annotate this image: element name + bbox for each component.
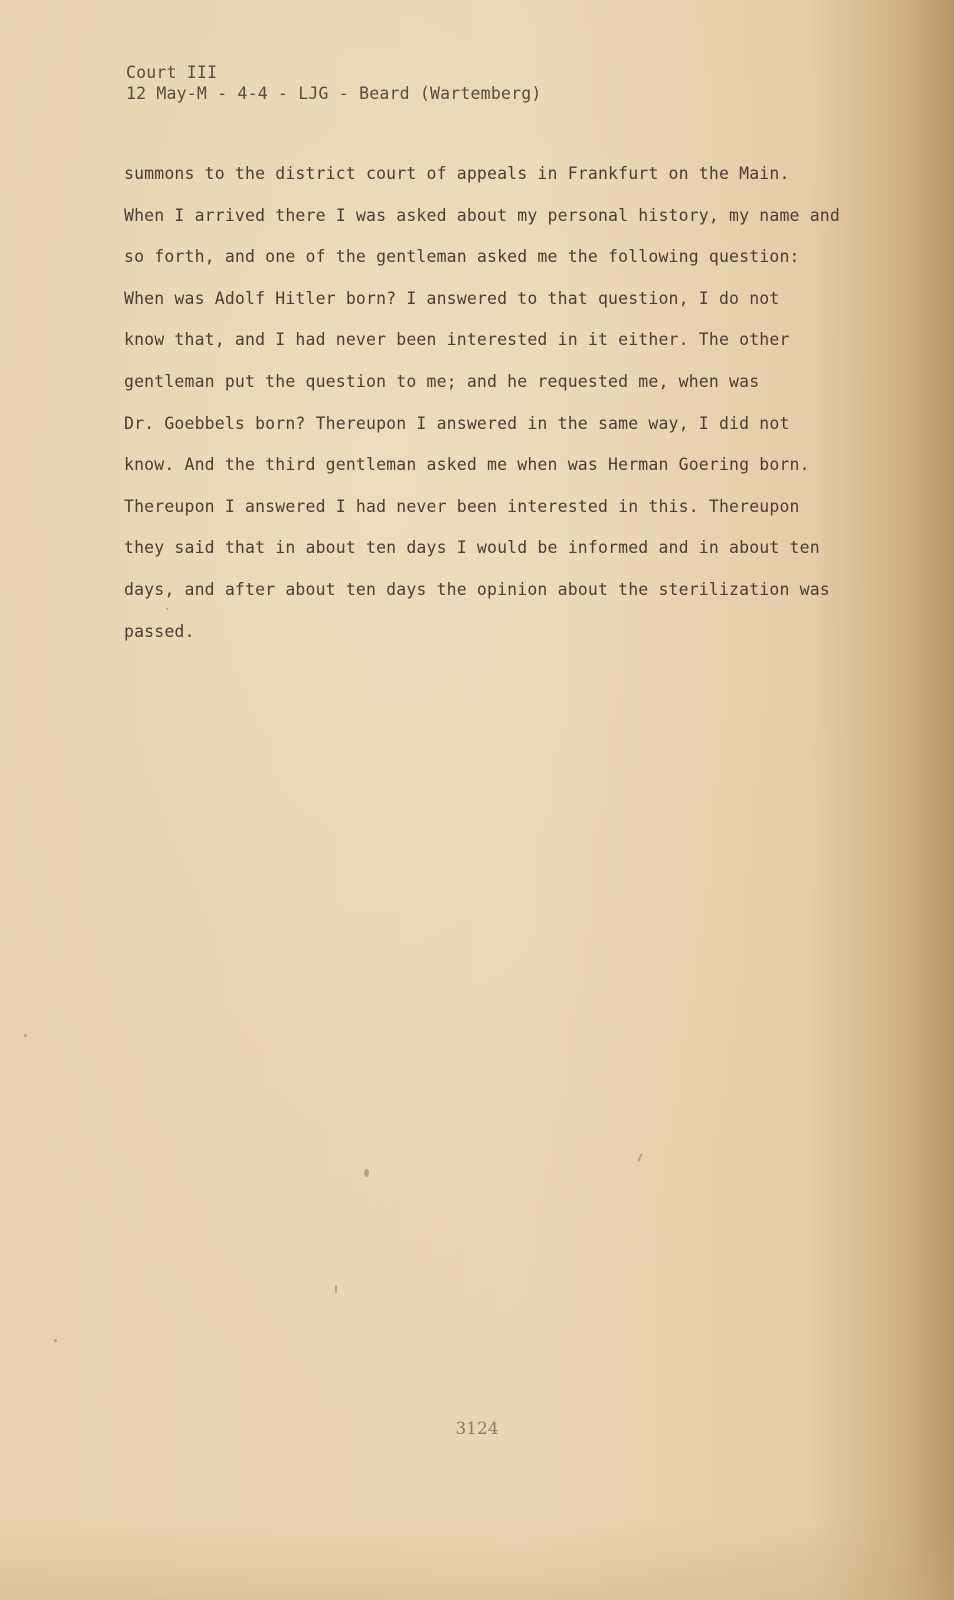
paper-speck [166,608,168,610]
paper-speck [54,1339,57,1342]
paper-speck [24,1034,27,1037]
testimony-text [124,164,884,663]
document-header [126,62,542,104]
text-line: When I arrived there I was asked about my personal history, my name and [124,205,840,225]
court-label: Court III [126,63,218,82]
text-line: know that, and I had never been interested in it either. The other [124,330,790,350]
text-line: When was Adolf Hitler born? I answered to that question, I do not [124,288,780,308]
text-line: so forth, and one of the gentleman asked me the following question: [124,247,800,267]
text-line: passed. [124,621,195,641]
text-line: Thereupon I answered I had never been interested in this. Thereupon [124,496,800,516]
text-line: know. And the third gentleman asked me when was Herman Goering born. [124,455,810,475]
session-reference: 12 May-M - 4-4 - LJG - Beard (Wartemberg) [126,84,542,103]
text-line: summons to the district court of appeals in Frankfurt on the Main. [124,164,790,183]
text-line: gentleman put the question to me; and he requested me, when was [124,371,760,391]
paper-speck [637,1153,643,1162]
paper-speck [364,1169,369,1177]
text-line: they said that in about ten days I would be informed and in about ten [124,538,820,558]
page-number: 3124 [455,1419,499,1439]
text-line: Dr. Goebbels born? Thereupon I answered in the same way, I did not [124,413,790,433]
text-line: days, and after about ten days the opinion about the sterilization was [124,579,830,599]
paper-speck [335,1285,337,1293]
